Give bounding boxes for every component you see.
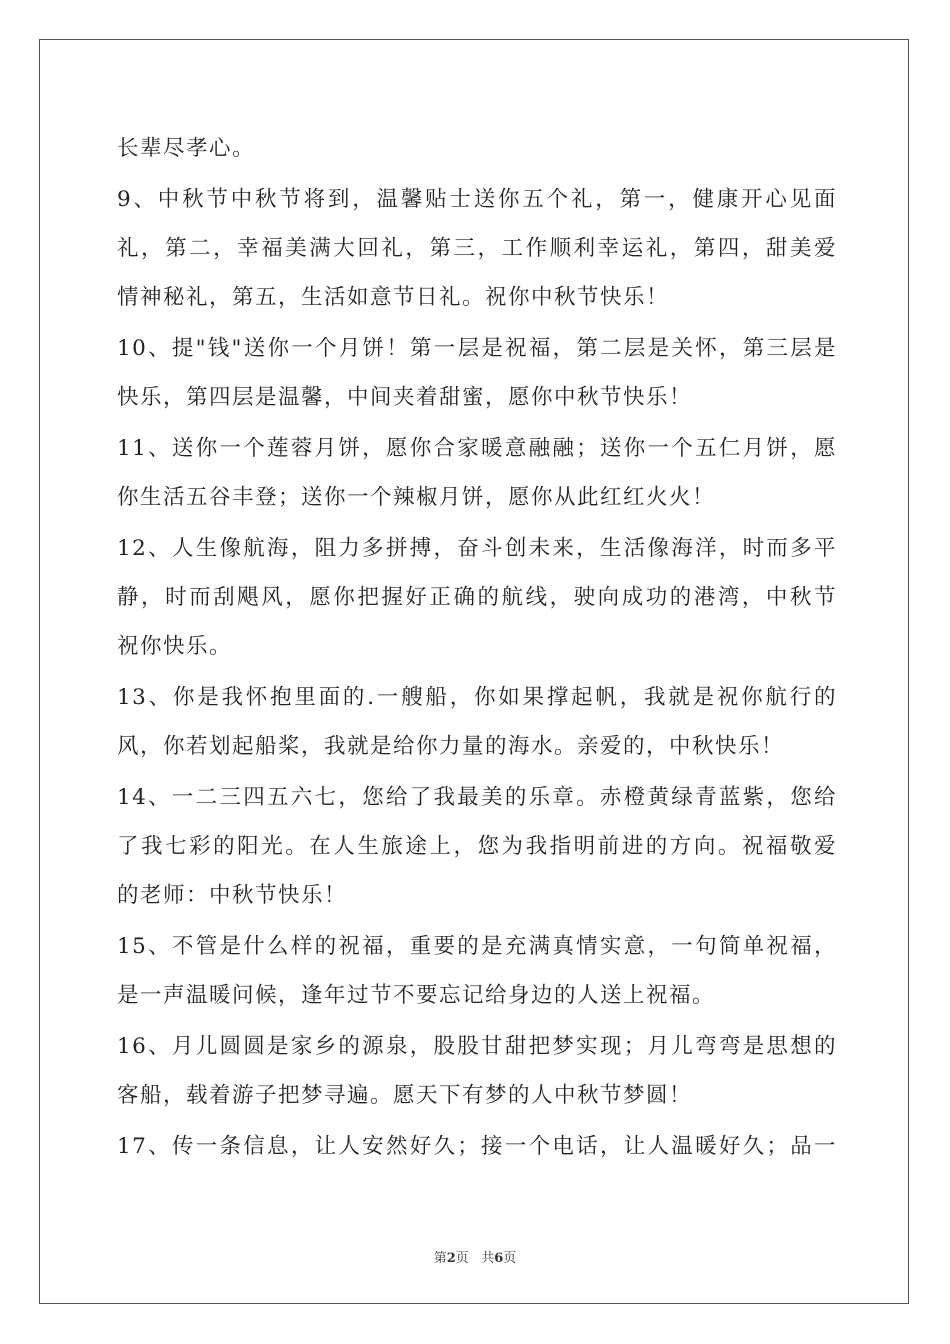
text-line: 17、传一条信息，让人安然好久；接一个电话，让人温暖好久；品一 [117, 1134, 837, 1159]
text-line: 的老师：中秋节快乐！ [117, 883, 348, 908]
text-line: 是一声温暖问候，逢年过节不要忘记给身边的人送上祝福。 [117, 983, 716, 1008]
text-line: 12、人生像航海，阻力多拼搏，奋斗创未来，生活像海洋，时而多平 [117, 536, 837, 561]
total-suffix: 页 [503, 1251, 517, 1266]
page-footer [0, 1247, 950, 1266]
text-line: 13、你是我怀抱里面的.一艘船，你如果撑起帆，我就是祝你航行的 [117, 685, 837, 710]
text-line: 15、不管是什么样的祝福，重要的是充满真情实意，一句简单祝福， [117, 934, 837, 959]
text-line: 9、中秋节中秋节将到，温馨贴士送你五个礼，第一，健康开心见面 [117, 187, 837, 212]
text-line: 情神秘礼，第五，生活如意节日礼。祝你中秋节快乐！ [117, 285, 670, 310]
text-line: 11、送你一个莲蓉月饼，愿你合家暖意融融；送你一个五仁月饼，愿 [117, 436, 837, 461]
text-line: 风，你若划起船桨，我就是给你力量的海水。亲爱的，中秋快乐！ [117, 734, 785, 759]
text-line: 了我七彩的阳光。在人生旅途上，您为我指明前进的方向。祝福敬爱 [117, 834, 837, 859]
total-pages: 6 [494, 1251, 504, 1266]
text-line: 长辈尽孝心。 [117, 136, 256, 161]
page-number: 2 [446, 1251, 456, 1266]
text-line: 静，时而刮飓风，愿你把握好正确的航线，驶向成功的港湾，中秋节 [117, 585, 837, 610]
total-prefix: 共 [481, 1251, 495, 1266]
page-prefix: 第 [433, 1251, 447, 1266]
text-line: 快乐，第四层是温馨，中间夹着甜蜜，愿你中秋节快乐！ [117, 385, 693, 410]
text-line: 10、提"钱"送你一个月饼！第一层是祝福，第二层是关怀，第三层是 [117, 336, 837, 361]
document-body [117, 124, 837, 1171]
text-line: 礼，第二，幸福美满大回礼，第三，工作顺利幸运礼，第四，甜美爱 [117, 236, 837, 261]
text-line: 祝你快乐。 [117, 634, 233, 659]
text-line: 客船，载着游子把梦寻遍。愿天下有梦的人中秋节梦圆！ [117, 1083, 693, 1108]
text-line: 16、月儿圆圆是家乡的源泉，股股甘甜把梦实现；月儿弯弯是思想的 [117, 1034, 837, 1059]
page-suffix: 页 [455, 1251, 469, 1266]
text-line: 你生活五谷丰登；送你一个辣椒月饼，愿你从此红红火火！ [117, 485, 716, 510]
text-line: 14、一二三四五六七，您给了我最美的乐章。赤橙黄绿青蓝紫，您给 [117, 785, 837, 810]
